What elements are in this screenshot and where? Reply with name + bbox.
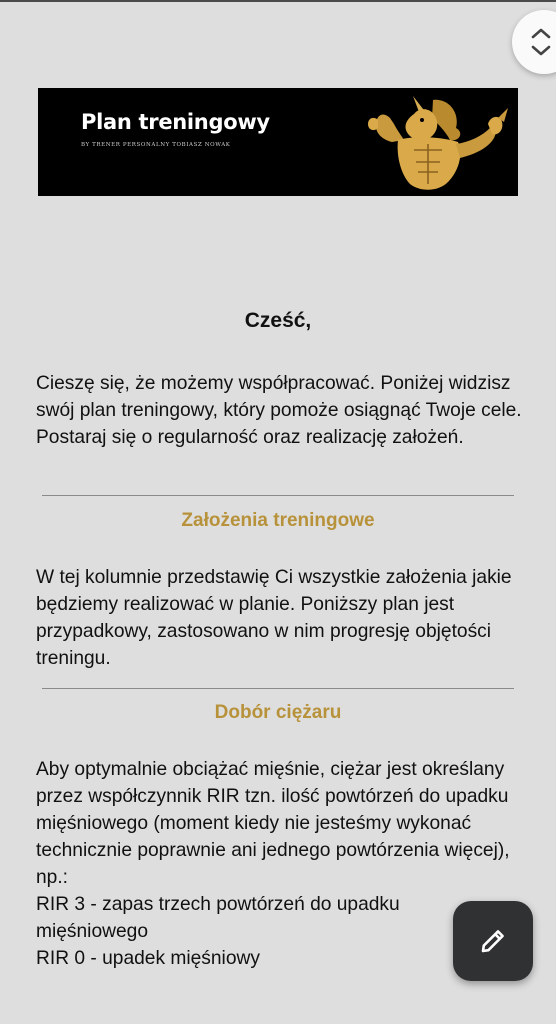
intro-paragraph: Cieszę się, że możemy współpracować. Poniżej widzisz swój plan treningowy, który pomoże osiągnąć Twoje cele. Postaraj się o regularność oraz realizację założeń. bbox=[36, 373, 522, 448]
greeting-heading: Cześć, bbox=[244, 309, 312, 332]
section-title-zalozenia: Założenia treningowe bbox=[181, 510, 375, 531]
unicorn-bodybuilder-icon bbox=[338, 88, 518, 196]
section-body-zalozenia: W tej kolumnie przedstawię Ci wszystkie założenia jakie będziemy realizować w planie. Poniższy plan jest przypadkowy, zastosowano w nim progresję objętości treningu. bbox=[36, 567, 512, 669]
body-line: np.: bbox=[36, 867, 69, 888]
pencil-icon bbox=[477, 925, 509, 957]
divider bbox=[42, 495, 514, 496]
body-line: RIR 3 - zapas trzech powtórzeń do upadku mięśniowego bbox=[36, 894, 400, 942]
top-border-line bbox=[0, 0, 556, 2]
banner-title: Plan treningowy bbox=[81, 110, 270, 134]
chevron-up-down-icon bbox=[526, 24, 556, 60]
header-banner bbox=[38, 88, 518, 196]
body-line: RIR 0 - upadek mięśniowy bbox=[36, 948, 260, 969]
section-title-dobor-ciezaru: Dobór ciężaru bbox=[214, 702, 342, 723]
edit-button[interactable] bbox=[453, 901, 533, 981]
body-line: Aby optymalnie obciążać mięśnie, ciężar jest określany przez współczynnik RIR tzn. ilość powtórzeń do upadku mięśniowego (moment kiedy nie jesteśmy wykonać technicznie poprawnie ani jednego powtórzenia więcej), bbox=[36, 759, 510, 861]
divider bbox=[42, 688, 514, 689]
scroll-toggle-button[interactable] bbox=[512, 10, 556, 74]
banner-subtitle: BY TRENER PERSONALNY TOBIASZ NOWAK bbox=[81, 142, 231, 148]
